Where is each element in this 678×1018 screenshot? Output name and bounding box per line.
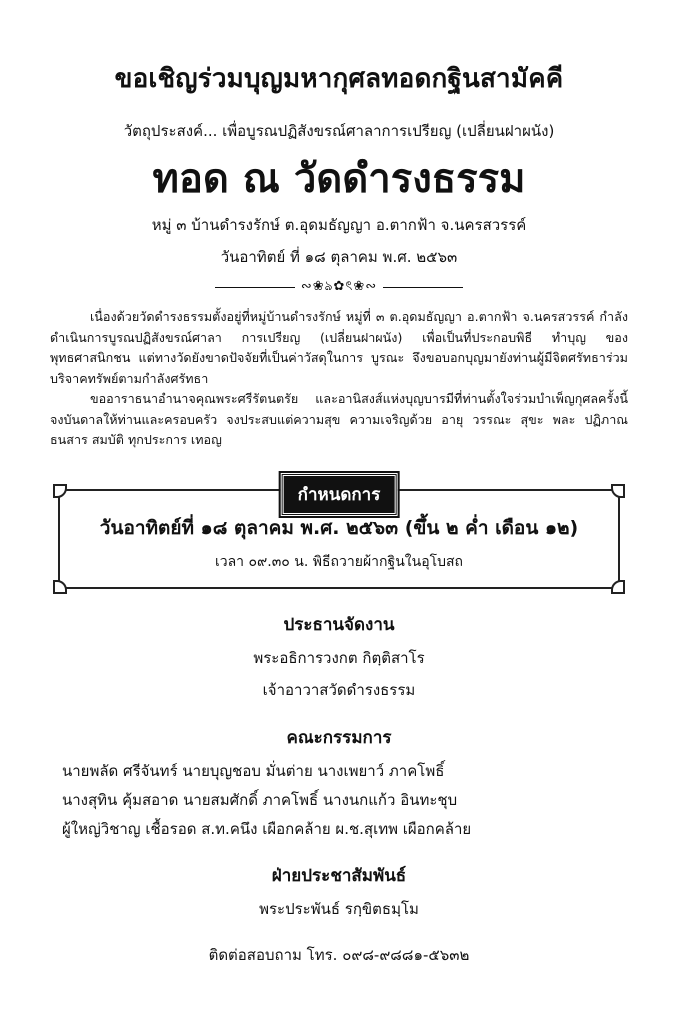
frame-corner <box>53 580 67 594</box>
invitation-header <box>0 58 678 295</box>
committee-line: นายพลัด ศรีจันทร์ นายบุญชอบ มั่นต่าย นางเพยาว์ ภาคโพธิ์ <box>62 761 445 780</box>
ornament-divider <box>0 279 678 295</box>
committee-list <box>62 757 678 844</box>
committee-section <box>0 724 678 844</box>
body-paragraph-1: เนื่องด้วยวัดดำรงธรรมตั้งอยู่ที่หมู่บ้านดำรงรักษ์ หมู่ที่ ๓ ต.อุดมธัญญา อ.ตากฟ้า จ.นครสวรรค์ กำลังดำเนินการบูรณปฏิสังขรณ์ศาลา การเปรียญ (เปลี่ยนฝาผนัง) เพื่อเป็นที่ประกอบพิธี ทำบุญ ของพุทธศาสนิกชน แต่ทางวัดยังขาดปัจจัยที่เป็นค่าวัสดุในการ บูรณะ จึงขอบอกบุญมายังท่านผู้มีจิตศรัทธาร่วมบริจาคทรัพย์ตามกำลังศรัทธา <box>50 309 628 386</box>
divider-line-right <box>383 287 463 288</box>
frame-corner <box>53 484 67 498</box>
committee-line: ผู้ใหญ่วิชาญ เชื้อรอด ส.ท.คนึง เผือกคล้าย ผ.ช.สุเทพ เผือกคล้าย <box>62 819 472 838</box>
divider-line-left <box>215 287 295 288</box>
chairman-heading: ประธานจัดงาน <box>283 614 395 635</box>
schedule-label: กำหนดการ <box>281 473 398 516</box>
event-date: วันอาทิตย์ ที่ ๑๘ ตุลาคม พ.ศ. ๒๕๖๓ <box>220 248 458 266</box>
frame-corner <box>611 580 625 594</box>
frame-corner <box>611 484 625 498</box>
temple-address: หมู่ ๓ บ้านดำรงรักษ์ ต.อุดมธัญญา อ.ตากฟ้า จ.นครสวรรค์ <box>151 216 527 234</box>
body-paragraph-2: ขออาราธนาอำนาจคุณพระศรีรัตนตรัย และอานิสงส์แห่งบุญบารมีที่ท่านตั้งใจร่วมบำเพ็ญกุศลครั้งนี้จงบันดาลให้ท่านและครอบครัว จงประสบแต่ความสุข ความเจริญด้วย อายุ วรรณะ สุขะ พละ ปฏิภาณ ธนสาร สมบัติ ทุกประการ เทอญ <box>50 391 628 447</box>
schedule-time: เวลา ๐๙.๓๐ น. พิธีถวายผ้ากฐินในอุโบสถ <box>214 553 464 570</box>
chairman-title: เจ้าอาวาสวัดดำรงธรรม <box>262 680 416 699</box>
chairman-name: พระอธิการวงกต กิตฺติสาโร <box>253 648 425 667</box>
contact-phone: ติดต่อสอบถาม โทร. ๐๙๘-๙๘๘๑-๕๖๓๒ <box>208 945 470 964</box>
committee-heading: คณะกรรมการ <box>286 727 392 748</box>
schedule-box <box>58 484 620 589</box>
invitation-title: ขอเชิญร่วมบุญมหากุศลทอดกฐินสามัคคี <box>114 64 564 94</box>
pr-section <box>0 862 678 921</box>
purpose-text: วัตถุประสงค์... เพื่อบูรณปฏิสังขรณ์ศาลาการเปรียญ (เปลี่ยนฝาผนัง) <box>123 122 555 140</box>
schedule-date: วันอาทิตย์ที่ ๑๘ ตุลาคม พ.ศ. ๒๕๖๓ (ขึ้น ๒ ค่ำ เดือน ๑๒) <box>99 516 579 539</box>
pr-heading: ฝ่ายประชาสัมพันธ์ <box>271 865 407 886</box>
chairman-section <box>0 611 678 702</box>
temple-name: ทอด ณ วัดดำรงธรรม <box>152 156 526 202</box>
committee-line: นางสุทิน คุ้มสอาด นายสมศักดิ์ ภาคโพธิ์ นางนกแก้ว อินทะชุบ <box>62 790 458 809</box>
pr-name: พระประพันธ์ รกฺขิตธมฺโม <box>259 899 419 918</box>
flourish-icon: ∾❀ঌ✿ৎ❀∾ <box>300 278 378 294</box>
